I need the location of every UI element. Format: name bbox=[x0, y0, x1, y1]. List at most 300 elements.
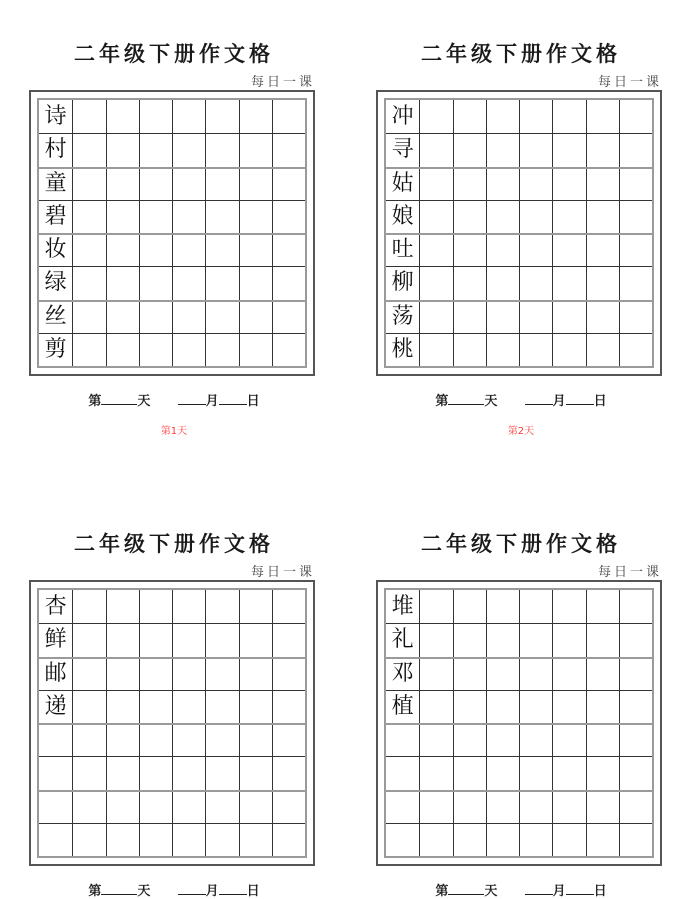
practice-cell[interactable] bbox=[172, 657, 205, 690]
practice-cell[interactable] bbox=[586, 790, 619, 823]
practice-cell[interactable] bbox=[106, 100, 139, 133]
practice-cell[interactable] bbox=[586, 233, 619, 266]
practice-cell[interactable] bbox=[172, 590, 205, 623]
practice-cell[interactable] bbox=[519, 623, 552, 656]
practice-cell[interactable] bbox=[172, 100, 205, 133]
month-blank[interactable] bbox=[178, 884, 206, 895]
practice-cell[interactable] bbox=[453, 690, 486, 723]
practice-cell[interactable] bbox=[586, 823, 619, 856]
practice-cell[interactable] bbox=[239, 723, 272, 756]
practice-cell[interactable] bbox=[586, 100, 619, 133]
practice-cell[interactable] bbox=[519, 100, 552, 133]
practice-cell[interactable] bbox=[139, 756, 172, 789]
day-number-blank[interactable] bbox=[448, 394, 484, 405]
practice-cell[interactable] bbox=[205, 790, 238, 823]
practice-cell[interactable] bbox=[72, 300, 105, 333]
practice-cell[interactable] bbox=[486, 590, 519, 623]
practice-cell[interactable] bbox=[106, 300, 139, 333]
model-character: 桃 bbox=[391, 336, 414, 362]
practice-cell[interactable] bbox=[552, 300, 585, 333]
practice-cell[interactable] bbox=[453, 200, 486, 233]
practice-cell[interactable] bbox=[106, 590, 139, 623]
practice-cell[interactable] bbox=[72, 756, 105, 789]
practice-cell[interactable] bbox=[586, 590, 619, 623]
practice-cell[interactable] bbox=[272, 266, 305, 299]
practice-cell[interactable] bbox=[72, 333, 105, 366]
model-character: 柳 bbox=[391, 270, 414, 296]
practice-cell[interactable] bbox=[272, 200, 305, 233]
practice-cell[interactable] bbox=[552, 723, 585, 756]
practice-cell[interactable] bbox=[486, 723, 519, 756]
practice-cell[interactable] bbox=[172, 823, 205, 856]
date-line bbox=[29, 880, 319, 899]
practice-cell[interactable] bbox=[239, 233, 272, 266]
practice-cell[interactable] bbox=[205, 590, 238, 623]
practice-cell[interactable] bbox=[72, 723, 105, 756]
practice-cell[interactable] bbox=[453, 167, 486, 200]
model-character: 剪 bbox=[44, 336, 67, 362]
practice-cell[interactable] bbox=[486, 233, 519, 266]
month-blank[interactable] bbox=[178, 394, 206, 405]
practice-cell[interactable] bbox=[519, 133, 552, 166]
practice-cell[interactable] bbox=[106, 690, 139, 723]
writing-grid-frame bbox=[376, 90, 662, 376]
practice-cell[interactable] bbox=[453, 657, 486, 690]
practice-cell[interactable] bbox=[139, 200, 172, 233]
date-label-yue: 月 bbox=[552, 884, 566, 899]
practice-cell[interactable] bbox=[552, 266, 585, 299]
practice-cell[interactable] bbox=[239, 790, 272, 823]
day-number-blank[interactable] bbox=[101, 884, 137, 895]
practice-cell[interactable] bbox=[106, 133, 139, 166]
model-character: 妆 bbox=[44, 237, 67, 262]
date-label-yue: 月 bbox=[552, 394, 566, 409]
practice-cell[interactable] bbox=[272, 233, 305, 266]
practice-cell[interactable] bbox=[106, 266, 139, 299]
practice-cell[interactable] bbox=[139, 133, 172, 166]
practice-cell[interactable] bbox=[552, 690, 585, 723]
practice-cell[interactable] bbox=[139, 657, 172, 690]
practice-cell[interactable] bbox=[272, 756, 305, 789]
practice-cell[interactable] bbox=[39, 723, 72, 756]
practice-cell[interactable] bbox=[453, 133, 486, 166]
practice-cell[interactable] bbox=[519, 200, 552, 233]
practice-cell[interactable] bbox=[453, 756, 486, 789]
practice-cell[interactable] bbox=[519, 723, 552, 756]
practice-cell[interactable] bbox=[552, 590, 585, 623]
practice-cell[interactable] bbox=[72, 623, 105, 656]
practice-cell[interactable] bbox=[106, 167, 139, 200]
practice-cell[interactable] bbox=[453, 723, 486, 756]
practice-cell[interactable] bbox=[386, 756, 419, 789]
practice-cell[interactable] bbox=[239, 690, 272, 723]
practice-cell[interactable] bbox=[106, 623, 139, 656]
practice-cell[interactable] bbox=[272, 723, 305, 756]
practice-cell[interactable] bbox=[106, 723, 139, 756]
practice-cell[interactable] bbox=[419, 823, 452, 856]
practice-cell[interactable] bbox=[586, 266, 619, 299]
practice-cell[interactable] bbox=[486, 756, 519, 789]
month-blank[interactable] bbox=[525, 884, 553, 895]
practice-cell[interactable] bbox=[172, 266, 205, 299]
practice-cell[interactable] bbox=[272, 823, 305, 856]
day-blank[interactable] bbox=[219, 884, 247, 895]
practice-cell[interactable] bbox=[519, 233, 552, 266]
practice-cell[interactable] bbox=[272, 167, 305, 200]
practice-cell[interactable] bbox=[205, 100, 238, 133]
practice-cell[interactable] bbox=[419, 100, 452, 133]
day-tag: 第2天 bbox=[507, 426, 535, 437]
practice-cell[interactable] bbox=[106, 823, 139, 856]
practice-cell[interactable] bbox=[619, 133, 652, 166]
practice-cell[interactable] bbox=[39, 790, 72, 823]
practice-cell[interactable] bbox=[139, 590, 172, 623]
practice-cell[interactable] bbox=[453, 790, 486, 823]
practice-cell[interactable] bbox=[272, 133, 305, 166]
model-character: 礼 bbox=[391, 627, 414, 653]
practice-cell[interactable] bbox=[486, 333, 519, 366]
practice-cell[interactable] bbox=[619, 300, 652, 333]
practice-cell[interactable] bbox=[453, 823, 486, 856]
practice-cell[interactable] bbox=[486, 100, 519, 133]
practice-cell[interactable] bbox=[419, 200, 452, 233]
practice-cell[interactable] bbox=[486, 200, 519, 233]
practice-cell[interactable] bbox=[419, 266, 452, 299]
model-character: 绿 bbox=[44, 270, 67, 296]
practice-cell[interactable] bbox=[386, 790, 419, 823]
practice-cell[interactable] bbox=[619, 823, 652, 856]
practice-cell[interactable] bbox=[519, 333, 552, 366]
writing-grid bbox=[37, 588, 307, 858]
practice-cell[interactable] bbox=[419, 167, 452, 200]
practice-cell[interactable] bbox=[419, 133, 452, 166]
practice-cell[interactable] bbox=[72, 233, 105, 266]
practice-cell[interactable] bbox=[619, 333, 652, 366]
practice-cell[interactable] bbox=[39, 756, 72, 789]
practice-cell[interactable] bbox=[552, 790, 585, 823]
model-character: 堆 bbox=[391, 594, 414, 619]
date-label-yue: 月 bbox=[205, 394, 219, 409]
model-character: 递 bbox=[44, 693, 67, 719]
practice-cell[interactable] bbox=[172, 200, 205, 233]
practice-cell[interactable] bbox=[453, 623, 486, 656]
practice-cell[interactable] bbox=[586, 657, 619, 690]
practice-cell[interactable] bbox=[552, 167, 585, 200]
practice-cell[interactable] bbox=[453, 100, 486, 133]
practice-cell[interactable] bbox=[552, 657, 585, 690]
practice-cell[interactable] bbox=[205, 233, 238, 266]
practice-cell[interactable] bbox=[586, 300, 619, 333]
day-blank[interactable] bbox=[219, 394, 247, 405]
worksheet-title: 二年级下册作文格 bbox=[421, 531, 621, 556]
practice-cell[interactable] bbox=[519, 756, 552, 789]
date-label-ri: 日 bbox=[593, 394, 607, 409]
practice-cell[interactable] bbox=[172, 300, 205, 333]
practice-cell[interactable] bbox=[419, 657, 452, 690]
practice-cell[interactable] bbox=[239, 100, 272, 133]
day-blank[interactable] bbox=[566, 394, 594, 405]
worksheet-subtitle: 每日一课 bbox=[250, 565, 315, 580]
practice-cell[interactable] bbox=[586, 623, 619, 656]
model-character: 寻 bbox=[391, 137, 414, 163]
practice-cell[interactable] bbox=[272, 623, 305, 656]
practice-cell[interactable] bbox=[386, 723, 419, 756]
practice-cell[interactable] bbox=[552, 133, 585, 166]
practice-cell[interactable] bbox=[239, 756, 272, 789]
date-label-yue: 月 bbox=[205, 884, 219, 899]
writing-grid-frame bbox=[376, 580, 662, 866]
practice-cell[interactable] bbox=[486, 657, 519, 690]
practice-cell[interactable] bbox=[205, 657, 238, 690]
practice-cell[interactable] bbox=[205, 823, 238, 856]
practice-cell[interactable] bbox=[205, 167, 238, 200]
practice-cell[interactable] bbox=[172, 333, 205, 366]
practice-cell[interactable] bbox=[205, 756, 238, 789]
practice-cell[interactable] bbox=[139, 723, 172, 756]
practice-cell[interactable] bbox=[519, 690, 552, 723]
practice-cell[interactable] bbox=[272, 100, 305, 133]
practice-cell[interactable] bbox=[486, 690, 519, 723]
practice-cell[interactable] bbox=[552, 233, 585, 266]
practice-cell[interactable] bbox=[586, 756, 619, 789]
date-label-di: 第 bbox=[88, 884, 102, 899]
practice-cell[interactable] bbox=[72, 133, 105, 166]
practice-cell[interactable] bbox=[619, 590, 652, 623]
practice-cell[interactable] bbox=[172, 723, 205, 756]
practice-cell[interactable] bbox=[172, 623, 205, 656]
practice-cell[interactable] bbox=[586, 333, 619, 366]
month-blank[interactable] bbox=[525, 394, 553, 405]
practice-cell[interactable] bbox=[486, 823, 519, 856]
practice-cell[interactable] bbox=[552, 200, 585, 233]
practice-cell[interactable] bbox=[205, 723, 238, 756]
practice-cell[interactable] bbox=[519, 790, 552, 823]
practice-cell[interactable] bbox=[139, 690, 172, 723]
practice-cell[interactable] bbox=[272, 790, 305, 823]
model-character: 吐 bbox=[391, 237, 414, 262]
practice-cell[interactable] bbox=[552, 823, 585, 856]
practice-cell[interactable] bbox=[72, 690, 105, 723]
practice-cell[interactable] bbox=[239, 590, 272, 623]
practice-cell[interactable] bbox=[239, 133, 272, 166]
model-character: 娘 bbox=[391, 203, 414, 229]
worksheet-subtitle: 每日一课 bbox=[597, 565, 662, 580]
practice-cell[interactable] bbox=[386, 823, 419, 856]
practice-cell[interactable] bbox=[139, 300, 172, 333]
practice-cell[interactable] bbox=[239, 200, 272, 233]
practice-cell[interactable] bbox=[619, 756, 652, 789]
practice-cell[interactable] bbox=[239, 657, 272, 690]
practice-cell[interactable] bbox=[72, 200, 105, 233]
model-character: 冲 bbox=[391, 104, 414, 129]
date-label-tian: 天 bbox=[137, 394, 151, 409]
practice-cell[interactable] bbox=[552, 623, 585, 656]
practice-cell[interactable] bbox=[172, 167, 205, 200]
writing-grid-frame bbox=[29, 580, 315, 866]
worksheet-subtitle: 每日一课 bbox=[250, 75, 315, 90]
practice-cell[interactable] bbox=[139, 233, 172, 266]
practice-cell[interactable] bbox=[519, 823, 552, 856]
practice-cell[interactable] bbox=[619, 657, 652, 690]
practice-cell[interactable] bbox=[453, 300, 486, 333]
practice-cell[interactable] bbox=[106, 657, 139, 690]
practice-cell[interactable] bbox=[586, 200, 619, 233]
practice-cell[interactable] bbox=[106, 790, 139, 823]
practice-cell[interactable] bbox=[619, 200, 652, 233]
practice-cell[interactable] bbox=[419, 590, 452, 623]
practice-cell[interactable] bbox=[239, 823, 272, 856]
practice-cell[interactable] bbox=[619, 266, 652, 299]
practice-cell[interactable] bbox=[172, 756, 205, 789]
practice-cell[interactable] bbox=[72, 266, 105, 299]
practice-cell[interactable] bbox=[552, 333, 585, 366]
worksheet-subtitle: 每日一课 bbox=[597, 75, 662, 90]
day-number-blank[interactable] bbox=[101, 394, 137, 405]
practice-cell[interactable] bbox=[486, 133, 519, 166]
practice-cell[interactable] bbox=[172, 133, 205, 166]
practice-cell[interactable] bbox=[519, 167, 552, 200]
model-character: 丝 bbox=[44, 303, 67, 329]
practice-cell[interactable] bbox=[453, 233, 486, 266]
practice-cell[interactable] bbox=[453, 266, 486, 299]
practice-cell[interactable] bbox=[419, 790, 452, 823]
practice-cell[interactable] bbox=[619, 233, 652, 266]
practice-cell[interactable] bbox=[619, 690, 652, 723]
practice-cell[interactable] bbox=[106, 200, 139, 233]
practice-cell[interactable] bbox=[586, 723, 619, 756]
practice-cell[interactable] bbox=[272, 690, 305, 723]
practice-cell[interactable] bbox=[205, 133, 238, 166]
model-character: 姑 bbox=[391, 170, 414, 196]
practice-cell[interactable] bbox=[172, 690, 205, 723]
date-label-ri: 日 bbox=[246, 884, 260, 899]
writing-grid-frame bbox=[29, 90, 315, 376]
practice-cell[interactable] bbox=[139, 333, 172, 366]
practice-cell[interactable] bbox=[419, 233, 452, 266]
practice-cell[interactable] bbox=[586, 133, 619, 166]
date-label-tian: 天 bbox=[137, 884, 151, 899]
practice-cell[interactable] bbox=[139, 167, 172, 200]
practice-cell[interactable] bbox=[519, 266, 552, 299]
practice-cell[interactable] bbox=[239, 167, 272, 200]
practice-cell[interactable] bbox=[106, 333, 139, 366]
practice-cell[interactable] bbox=[486, 300, 519, 333]
practice-cell[interactable] bbox=[272, 657, 305, 690]
practice-cell[interactable] bbox=[72, 823, 105, 856]
model-character: 植 bbox=[391, 693, 414, 719]
practice-cell[interactable] bbox=[486, 266, 519, 299]
worksheet-title: 二年级下册作文格 bbox=[421, 41, 621, 66]
practice-cell[interactable] bbox=[453, 333, 486, 366]
practice-cell[interactable] bbox=[619, 100, 652, 133]
practice-cell[interactable] bbox=[72, 167, 105, 200]
model-character: 杏 bbox=[44, 594, 67, 619]
date-line bbox=[376, 390, 666, 409]
practice-cell[interactable] bbox=[205, 200, 238, 233]
model-character: 邓 bbox=[391, 660, 414, 686]
practice-cell[interactable] bbox=[486, 623, 519, 656]
practice-cell[interactable] bbox=[172, 233, 205, 266]
practice-cell[interactable] bbox=[72, 590, 105, 623]
practice-cell[interactable] bbox=[72, 657, 105, 690]
writing-grid bbox=[37, 98, 307, 368]
worksheet-title: 二年级下册作文格 bbox=[74, 531, 274, 556]
practice-cell[interactable] bbox=[139, 790, 172, 823]
practice-cell[interactable] bbox=[419, 756, 452, 789]
practice-cell[interactable] bbox=[172, 790, 205, 823]
practice-cell[interactable] bbox=[586, 690, 619, 723]
practice-cell[interactable] bbox=[39, 823, 72, 856]
practice-cell[interactable] bbox=[272, 590, 305, 623]
practice-cell[interactable] bbox=[486, 167, 519, 200]
practice-cell[interactable] bbox=[139, 623, 172, 656]
practice-cell[interactable] bbox=[139, 266, 172, 299]
practice-cell[interactable] bbox=[239, 266, 272, 299]
practice-cell[interactable] bbox=[239, 623, 272, 656]
model-character: 村 bbox=[44, 137, 67, 163]
practice-cell[interactable] bbox=[139, 100, 172, 133]
practice-cell[interactable] bbox=[419, 690, 452, 723]
practice-cell[interactable] bbox=[419, 333, 452, 366]
practice-cell[interactable] bbox=[519, 657, 552, 690]
model-character: 邮 bbox=[44, 660, 67, 686]
practice-cell[interactable] bbox=[72, 100, 105, 133]
date-label-ri: 日 bbox=[246, 394, 260, 409]
practice-cell[interactable] bbox=[519, 300, 552, 333]
worksheet-title: 二年级下册作文格 bbox=[74, 41, 274, 66]
practice-cell[interactable] bbox=[586, 167, 619, 200]
practice-cell[interactable] bbox=[419, 300, 452, 333]
model-character: 荡 bbox=[391, 303, 414, 329]
practice-cell[interactable] bbox=[619, 167, 652, 200]
writing-grid bbox=[384, 588, 654, 858]
practice-cell[interactable] bbox=[239, 300, 272, 333]
practice-cell[interactable] bbox=[205, 266, 238, 299]
practice-cell[interactable] bbox=[552, 756, 585, 789]
practice-cell[interactable] bbox=[619, 623, 652, 656]
day-number-blank[interactable] bbox=[448, 884, 484, 895]
practice-cell[interactable] bbox=[619, 790, 652, 823]
practice-cell[interactable] bbox=[419, 623, 452, 656]
practice-cell[interactable] bbox=[239, 333, 272, 366]
practice-cell[interactable] bbox=[106, 233, 139, 266]
model-character: 诗 bbox=[44, 104, 67, 129]
practice-cell[interactable] bbox=[205, 623, 238, 656]
practice-cell[interactable] bbox=[272, 300, 305, 333]
practice-cell[interactable] bbox=[619, 723, 652, 756]
day-blank[interactable] bbox=[566, 884, 594, 895]
practice-cell[interactable] bbox=[272, 333, 305, 366]
practice-cell[interactable] bbox=[519, 590, 552, 623]
practice-cell[interactable] bbox=[486, 790, 519, 823]
practice-cell[interactable] bbox=[205, 300, 238, 333]
practice-cell[interactable] bbox=[72, 790, 105, 823]
practice-cell[interactable] bbox=[453, 590, 486, 623]
model-character: 碧 bbox=[44, 203, 67, 229]
practice-cell[interactable] bbox=[552, 100, 585, 133]
date-label-di: 第 bbox=[88, 394, 102, 409]
practice-cell[interactable] bbox=[139, 823, 172, 856]
date-label-tian: 天 bbox=[484, 394, 498, 409]
practice-cell[interactable] bbox=[106, 756, 139, 789]
practice-cell[interactable] bbox=[205, 690, 238, 723]
date-label-di: 第 bbox=[435, 884, 449, 899]
practice-cell[interactable] bbox=[419, 723, 452, 756]
practice-cell[interactable] bbox=[205, 333, 238, 366]
date-label-ri: 日 bbox=[593, 884, 607, 899]
model-character: 童 bbox=[44, 170, 67, 196]
date-line bbox=[29, 390, 319, 409]
